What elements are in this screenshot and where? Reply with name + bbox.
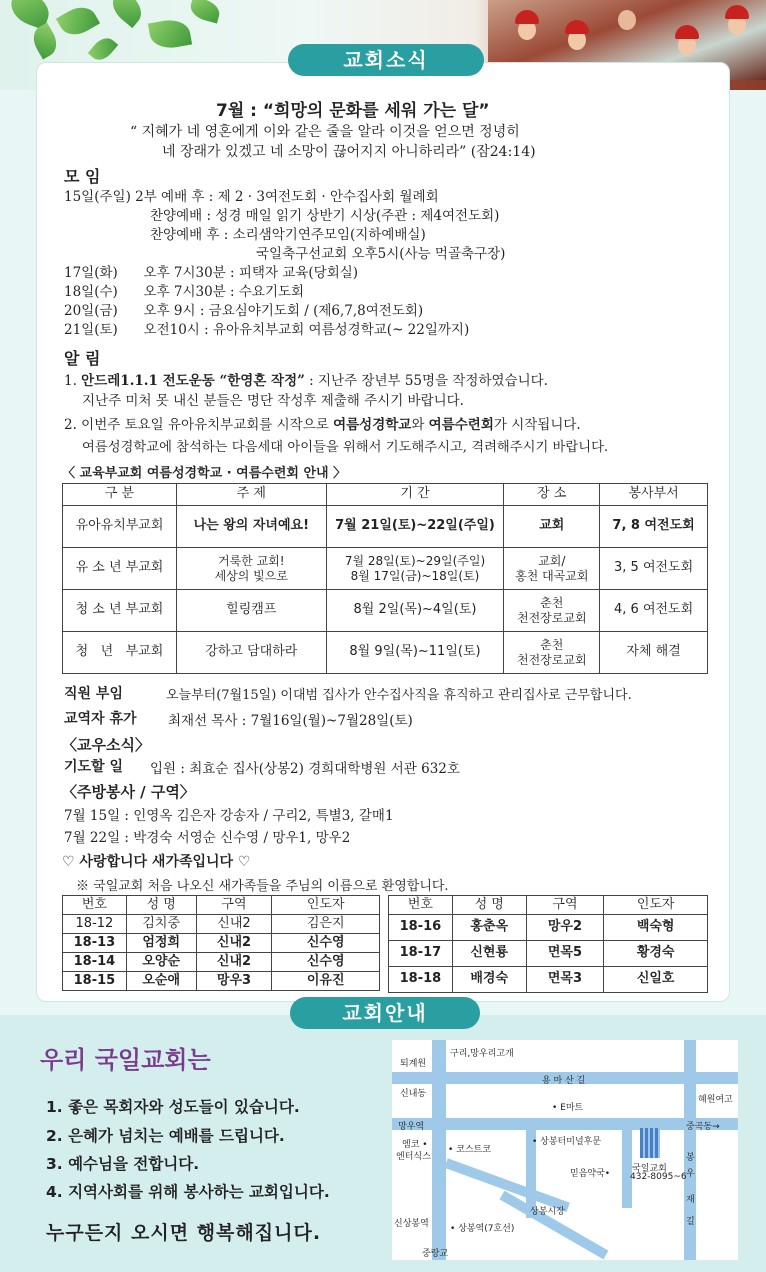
verse-line-2: 네 장래가 있겠고 네 소망이 끊어지지 아니하리라” (잠24:14) — [162, 144, 536, 160]
map-label: • 상봉역(7호선) — [450, 1224, 515, 1234]
name-cell: 배경숙 — [452, 967, 526, 993]
district-cell: 망우3 — [196, 972, 272, 991]
map-label: 엔터식스 — [396, 1152, 431, 1162]
no-cell: 18-15 — [63, 972, 127, 991]
table-row — [63, 915, 380, 934]
map-label: 혜원여고 — [698, 1095, 733, 1105]
guide-item: 2. 은혜가 넘치는 예배를 드립니다. — [46, 1127, 285, 1145]
notice-2 — [64, 413, 581, 433]
summer-table-caption: 〈 교육부교회 여름성경학교 · 여름수련회 안내 〉 — [62, 466, 347, 481]
notices-heading: 알 림 — [64, 349, 101, 368]
table-header: 봉사부서 — [600, 484, 708, 506]
leave-label: 교역자 휴가 — [64, 711, 137, 727]
period-cell: 7월 21일(토)~22일(주일) — [326, 506, 504, 548]
table-row — [389, 915, 708, 941]
location-map — [392, 1040, 738, 1260]
month-theme-title: 7월 : “희망의 문화를 세워 가는 달” — [216, 101, 490, 121]
period-cell: 8월 2일(목)~4일(토) — [326, 590, 504, 632]
no-cell: 18-14 — [63, 953, 127, 972]
kitchen-heading: 〈주방봉사 / 구역〉 — [62, 783, 195, 801]
pray-text: 입원 : 최효순 집사(상봉2) 경희대학병원 서관 632호 — [150, 761, 460, 777]
table-header: 구역 — [526, 896, 604, 915]
name-cell: 오양순 — [126, 953, 196, 972]
meeting-line: 찬양예배 후 : 소리샘악기연주모임(지하예배실) — [150, 227, 426, 243]
leaf-decoration — [106, 0, 147, 28]
notice-text: 가 시작됩니다. — [493, 417, 581, 433]
place-cell: 교회/ 홍천 대곡교회 — [504, 548, 600, 590]
meeting-line: 15일(주일) 2부 예배 후 : 제 2 · 3여전도회 · 안수집사회 월례회 — [64, 189, 439, 205]
no-cell: 18-13 — [63, 934, 127, 953]
map-label: 봉 — [686, 1153, 695, 1163]
meetings-heading: 모 임 — [64, 167, 101, 186]
leaf-decoration — [188, 0, 222, 24]
meeting-line: 21일(토) 오전10시 : 유아유치부교회 여름성경학교(~ 22일까지) — [64, 322, 470, 338]
notice-number: 1. — [64, 373, 82, 389]
guide-item: 4. 지역사회를 위해 봉사하는 교회입니다. — [46, 1183, 330, 1201]
meeting-line: 17일(화) 오후 7시30분 : 피택자 교육(당회실) — [64, 265, 359, 281]
map-label: • 코스트코 — [448, 1145, 491, 1155]
dept-cell: 유아유치부교회 — [63, 506, 177, 548]
place-cell: 교회 — [504, 506, 600, 548]
map-label: 국일교회 — [632, 1164, 667, 1174]
meeting-line: 18일(수) 오후 7시30분 : 수요기도회 — [64, 284, 305, 300]
leaf-decoration — [88, 33, 119, 64]
map-label: 432-8095~6 — [630, 1172, 687, 1182]
map-label: 중랑교 — [422, 1249, 449, 1259]
table-header: 성 명 — [126, 896, 196, 915]
map-label: 신내동 — [400, 1089, 427, 1099]
table-header: 구역 — [196, 896, 272, 915]
district-cell: 면목3 — [526, 967, 604, 993]
map-label: • E마트 — [552, 1103, 584, 1113]
guide-cell: 신수영 — [272, 953, 380, 972]
pray-label: 기도할 일 — [64, 759, 123, 775]
table-row — [63, 632, 708, 674]
serve-cell: 자체 해결 — [600, 632, 708, 674]
map-label: 길 — [686, 1217, 695, 1227]
table-row — [389, 967, 708, 993]
guide-cell: 김은지 — [272, 915, 380, 934]
period-cell: 8월 9일(목)~11일(토) — [326, 632, 504, 674]
notice-2-line2: 여름성경학교에 참석하는 다음세대 아이들을 위해서 기도해주시고, 격려해주시기 바랍니다. — [82, 440, 609, 455]
table-header: 주 제 — [176, 484, 326, 506]
map-label: 재 — [686, 1195, 695, 1205]
name-cell: 김치중 — [126, 915, 196, 934]
serve-cell: 7, 8 여전도회 — [600, 506, 708, 548]
leaf-decoration — [28, 23, 62, 60]
theme-cell: 강하고 담대하라 — [176, 632, 326, 674]
table-row — [63, 953, 380, 972]
table-header: 성 명 — [452, 896, 526, 915]
dept-cell: 청 소 년 부교회 — [63, 590, 177, 632]
name-cell: 엄정희 — [126, 934, 196, 953]
guide-slogan: 누구든지 오시면 행복해집니다. — [46, 1222, 322, 1244]
meeting-line: 20일(금) 오후 9시 : 금요심야기도회 / (제6,7,8여전도회) — [64, 303, 424, 319]
notice-text: 와 — [411, 417, 429, 433]
table-header: 장 소 — [504, 484, 600, 506]
name-cell: 홍춘옥 — [452, 915, 526, 941]
table-row — [63, 590, 708, 632]
newcomers-heading: ♡ 사랑합니다 새가족입니다 ♡ — [62, 854, 251, 870]
notice-emphasis: 여름수련회 — [428, 417, 494, 433]
place-cell: 춘천 천전장로교회 — [504, 590, 600, 632]
map-road — [622, 1128, 632, 1208]
leaf-decoration — [148, 17, 192, 52]
meeting-line: 국일축구선교회 오후5시(사능 먹골축구장) — [256, 246, 506, 262]
place-cell: 춘천 천전장로교회 — [504, 632, 600, 674]
district-cell: 신내2 — [196, 915, 272, 934]
guide-item: 1. 좋은 목회자와 성도들이 있습니다. — [46, 1098, 300, 1116]
guide-cell: 이유진 — [272, 972, 380, 991]
district-cell: 신내2 — [196, 934, 272, 953]
dept-cell: 유 소 년 부교회 — [63, 548, 177, 590]
notice-1-line2: 지난주 미처 못 내신 분들은 명단 작성후 제출해 주시기 바랍니다. — [82, 393, 464, 409]
no-cell: 18-17 — [389, 941, 453, 967]
table-header: 번호 — [63, 896, 127, 915]
no-cell: 18-16 — [389, 915, 453, 941]
members-news-heading: 〈교우소식〉 — [62, 736, 150, 754]
notice-1 — [64, 369, 548, 389]
our-church-heading — [40, 1040, 211, 1075]
summer-program-table — [62, 483, 708, 674]
newcomers-table-left — [62, 895, 380, 991]
guide-cell: 황경숙 — [604, 941, 708, 967]
notice-emphasis: 여름성경학교 — [333, 417, 412, 433]
kitchen-line-2: 7월 22일 : 박경숙 서영순 신수영 / 망우1, 망우2 — [64, 830, 351, 846]
map-label: 구리,망우리고개 — [450, 1049, 514, 1059]
table-header: 번호 — [389, 896, 453, 915]
leave-text: 최재선 목사 : 7월16일(월)~7월28일(토) — [168, 713, 413, 729]
district-cell: 면목5 — [526, 941, 604, 967]
map-label: 신상봉역 — [394, 1219, 429, 1229]
newcomers-sub: ※ 국일교회 처음 나오신 새가족들을 주님의 이름으로 환영합니다. — [76, 879, 449, 894]
map-label: 엠코 • — [402, 1140, 428, 1150]
notice-text: : 지난주 장년부 55명을 작정하였습니다. — [304, 373, 548, 389]
theme-cell: 힐링캠프 — [176, 590, 326, 632]
map-label: 상봉시장 — [530, 1207, 565, 1217]
table-header: 구 분 — [63, 484, 177, 506]
guide-cell: 신일호 — [604, 967, 708, 993]
table-row — [63, 506, 708, 548]
leaf-decoration — [56, 1, 100, 42]
kitchen-line-1: 7월 15일 : 인영옥 김은자 강송자 / 구리2, 특별3, 갈매1 — [64, 808, 394, 824]
map-label: 퇴계원 — [400, 1059, 427, 1069]
map-label: 우 — [686, 1169, 695, 1179]
staff-text: 오늘부터(7월15일) 이대범 집사가 안수집사직을 휴직하고 관리집사로 근무합니다. — [166, 688, 632, 703]
serve-cell: 3, 5 여전도회 — [600, 548, 708, 590]
theme-cell: 거룩한 교회! 세상의 빛으로 — [176, 548, 326, 590]
map-label: 망우역 — [398, 1122, 425, 1132]
table-row — [63, 548, 708, 590]
our-church-text: 우리 국일교회는 — [40, 1046, 211, 1074]
map-label: 용 마 산 길 — [542, 1076, 586, 1086]
verse-line-1: “ 지혜가 네 영혼에게 이와 같은 줄을 알라 이것을 얻으면 정녕히 — [130, 124, 520, 140]
table-row — [63, 934, 380, 953]
newcomers-table-right — [388, 895, 708, 993]
notice-text: 2. 이번주 토요일 유아유치부교회를 시작으로 — [64, 417, 334, 433]
no-cell: 18-18 — [389, 967, 453, 993]
district-cell: 망우2 — [526, 915, 604, 941]
map-label: 믿음약국• — [570, 1169, 611, 1179]
staff-label: 직원 부임 — [64, 686, 123, 702]
table-header: 인도자 — [604, 896, 708, 915]
notice-emphasis: 안드레1.1.1 전도운동 “한영혼 작정” — [81, 373, 305, 389]
name-cell: 오순애 — [126, 972, 196, 991]
period-cell: 7월 28일(토)~29일(주일) 8월 17일(금)~18일(토) — [326, 548, 504, 590]
guide-cell: 신수영 — [272, 934, 380, 953]
dept-cell: 청 년 부교회 — [63, 632, 177, 674]
name-cell: 신현룡 — [452, 941, 526, 967]
table-header: 기 간 — [326, 484, 504, 506]
table-row — [63, 972, 380, 991]
church-building-icon — [640, 1128, 660, 1158]
map-label: • 상봉터미널후문 — [532, 1137, 602, 1147]
table-row — [389, 941, 708, 967]
no-cell: 18-12 — [63, 915, 127, 934]
guide-title: 교회안내 — [290, 997, 480, 1029]
section-title: 교회소식 — [288, 44, 484, 76]
serve-cell: 4, 6 여전도회 — [600, 590, 708, 632]
guide-item: 3. 예수님을 전합니다. — [46, 1155, 200, 1173]
guide-cell: 백숙형 — [604, 915, 708, 941]
district-cell: 신내2 — [196, 953, 272, 972]
meeting-line: 찬양예배 : 성경 매일 읽기 상반기 시상(주관 : 제4여전도회) — [150, 208, 500, 224]
map-label: 중곡동→ — [686, 1122, 720, 1132]
table-header: 인도자 — [272, 896, 380, 915]
theme-cell: 나는 왕의 자녀예요! — [176, 506, 326, 548]
